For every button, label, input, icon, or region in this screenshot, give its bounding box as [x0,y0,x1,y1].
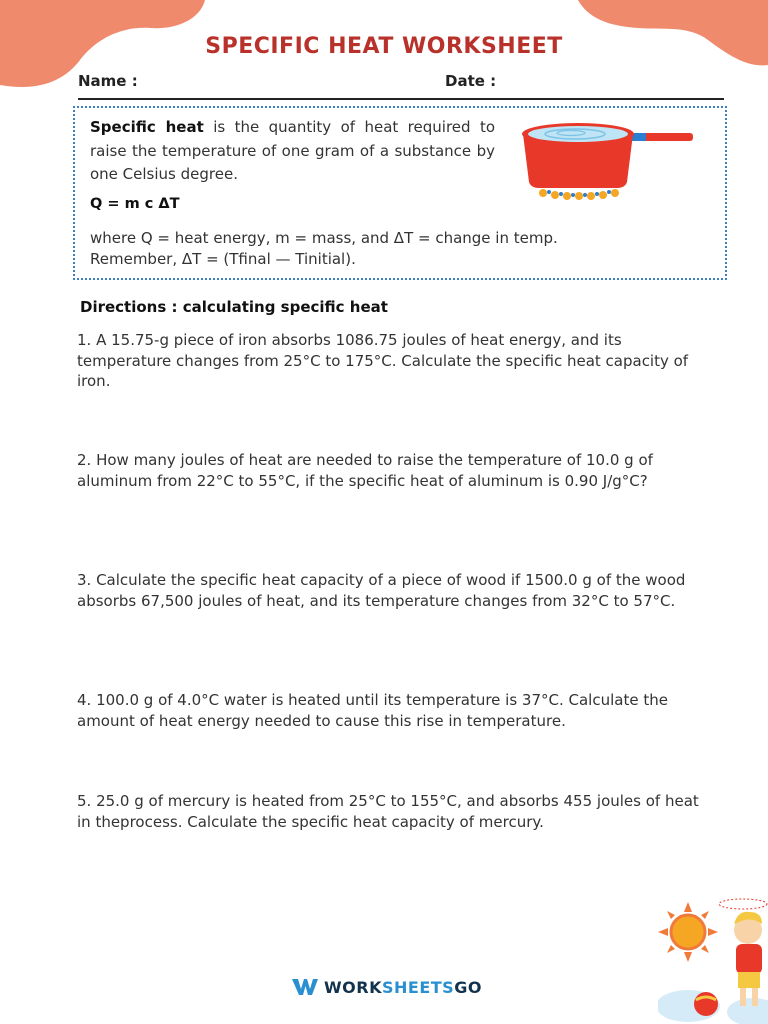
child-illustration [658,894,768,1024]
brand-part-sheets: SHEETS [381,977,455,997]
definition-term: Specific heat [90,118,204,136]
question-3: 3. Calculate the specific heat capacity of a piece of wood if 1500.0 g of the wood absorbs 67,500 joules of heat, and its temperature changes from 32°C to 57°C. [77,571,686,610]
definition-box [73,106,727,280]
question-2: 2. How many joules of heat are needed to raise the temperature of 10.0 g of aluminum from 22°C to 55°C, if the specific heat of aluminum is 0.90 J/g°C? [77,451,653,490]
question-1: 1. A 15.75-g piece of iron absorbs 1086.75 joules of heat energy, and its temperature changes from 25°C to 175°C. Calculate the specific heat capacity of iron. [77,331,689,390]
formula: Q = m c ΔT [90,196,180,212]
question-4: 4. 100.0 g of 4.0°C water is heated until its temperature is 37°C. Calculate the amount of heat energy needed to cause this rise in temperature. [77,691,668,730]
definition-text [90,116,495,187]
brand-name [324,978,482,997]
definition-body: is the quantity of heat required to raise the temperature of one gram of a substance by one Celsius degree. [90,118,496,183]
brand-part-go: GO [454,977,482,997]
name-label: Name : [78,72,138,90]
page-title: SPECIFIC HEAT WORKSHEET [205,34,563,59]
brand-logo [292,975,482,999]
directions-heading: Directions : calculating specific heat [80,298,388,316]
question-5: 5. 25.0 g of mercury is heated from 25°C to 155°C, and absorbs 455 joules of heat in theprocess. Calculate the specific heat capacity of mercury. [77,792,699,831]
brand-part-work: WORK [324,977,382,997]
worksheetsgo-logo-icon [292,979,318,995]
formula-explanation [90,228,690,270]
date-label: Date : [445,72,497,90]
formula-remember-line: Remember, ΔT = (Tfinal — Tinitial). [90,250,356,268]
formula-where-line: where Q = heat energy, m = mass, and ΔT = change in temp. [90,229,558,247]
pot-on-stove-icon [513,116,698,201]
name-date-row [78,70,724,100]
